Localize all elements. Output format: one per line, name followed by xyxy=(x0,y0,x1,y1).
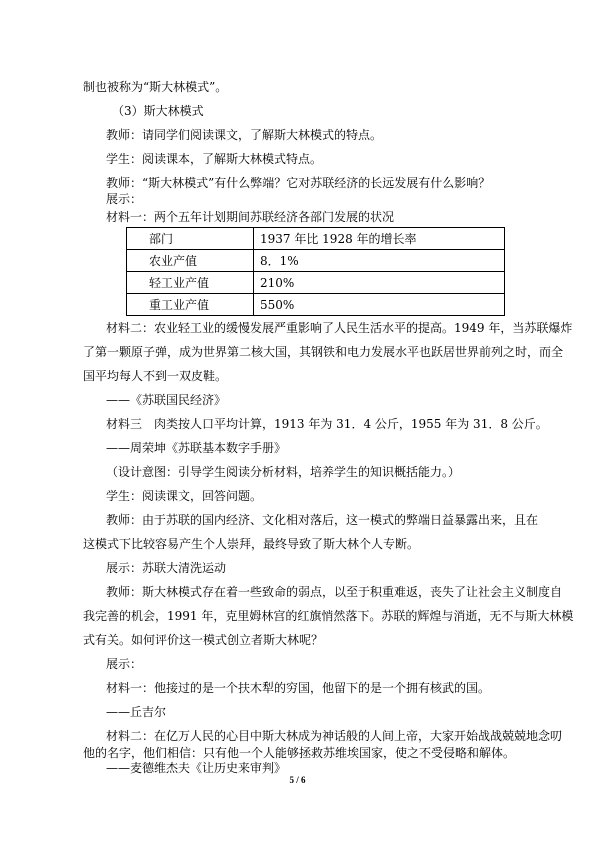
text-line: 展示：苏联大清洗运动 xyxy=(106,561,227,575)
table-cell: 210% xyxy=(254,272,505,294)
text-line: 展示： xyxy=(106,657,143,671)
design-note: （设计意图：引导学生阅读分析材料，培养学生的知识概括能力。） xyxy=(106,465,461,479)
citation: ——周荣坤《苏联基本数字手册》 xyxy=(106,441,287,455)
text-line: 材料二：农业轻工业的缓慢发展严重影响了人民生活水平的提高。1949 年，当苏联爆炸 xyxy=(106,321,573,335)
table-row xyxy=(127,250,505,272)
table-row xyxy=(127,272,505,294)
table-cell: 550% xyxy=(254,294,505,316)
text-line: 式有关。如何评价这一模式创立者斯大林呢？ xyxy=(83,633,324,647)
table-cell: 重工业产值 xyxy=(127,294,254,316)
text-line: 学生：阅读课本，了解斯大林模式特点。 xyxy=(106,152,323,166)
section-heading: （3）斯大林模式 xyxy=(112,104,204,118)
text-line: 教师：斯大林模式存在着一些致命的弱点，以至于积重难返，丧失了让社会主义制度自 xyxy=(106,585,563,599)
text-line: 材料二：在亿万人民的心目中斯大林成为神话般的人间上帝，大家开始战战兢兢地念叨 xyxy=(106,729,563,743)
table-header-cell: 部门 xyxy=(127,228,254,250)
citation: ——《苏联国民经济》 xyxy=(106,393,227,407)
text-line: 制也被称为“斯大林模式”。 xyxy=(83,80,228,94)
page-number: 5 / 6 xyxy=(289,775,306,785)
citation: ——麦德维杰夫《让历史来审判》 xyxy=(106,761,287,775)
text-line: 材料三 肉类按人口平均计算，1913 年为 31．4 公斤，1955 年为 31．8 公斤。 xyxy=(106,417,548,431)
text-line: 展示： xyxy=(106,192,143,206)
table-cell: 8．1% xyxy=(254,250,505,272)
text-line: 学生：阅读课文，回答问题。 xyxy=(106,489,263,503)
citation: ——丘吉尔 xyxy=(106,705,167,719)
table-header-row xyxy=(127,228,505,250)
text-line: 他的名字，他们相信：只有他一个人能够拯救苏维埃国家，使之不受侵略和解体。 xyxy=(83,746,516,760)
text-line: 材料一：他接过的是一个扶木犁的穷国，他留下的是一个拥有核武的国。 xyxy=(106,681,491,695)
text-line: 了第一颗原子弹，成为世界第二核大国，其钢铁和电力发展水平也跃居世界前列之时，而全 xyxy=(83,345,564,359)
table-cell: 轻工业产值 xyxy=(127,272,254,294)
text-line: 我完善的机会，1991 年，克里姆林宫的红旗悄然落下。苏联的辉煌与消逝，无不与斯大林模 xyxy=(83,609,574,623)
text-line: 教师：“斯大林模式”有什么弊端？它对苏联经济的长远发展有什么影响？ xyxy=(106,176,491,190)
text-line: 教师：请同学们阅读课文，了解斯大林模式的特点。 xyxy=(106,128,383,142)
text-line: 材料一：两个五年计划期间苏联经济各部门发展的状况 xyxy=(106,210,395,224)
text-line: 国平均每人不到一双皮鞋。 xyxy=(83,369,228,383)
table-row xyxy=(127,294,505,316)
text-line: 这模式下比较容易产生个人崇拜，最终导致了斯大林个人专断。 xyxy=(83,537,420,551)
table-header-cell: 1937 年比 1928 年的增长率 xyxy=(254,228,505,250)
table-cell: 农业产值 xyxy=(127,250,254,272)
growth-table xyxy=(126,227,505,316)
text-line: 教师：由于苏联的国内经济、文化相对落后，这一模式的弊端日益暴露出来，且在 xyxy=(106,513,539,527)
